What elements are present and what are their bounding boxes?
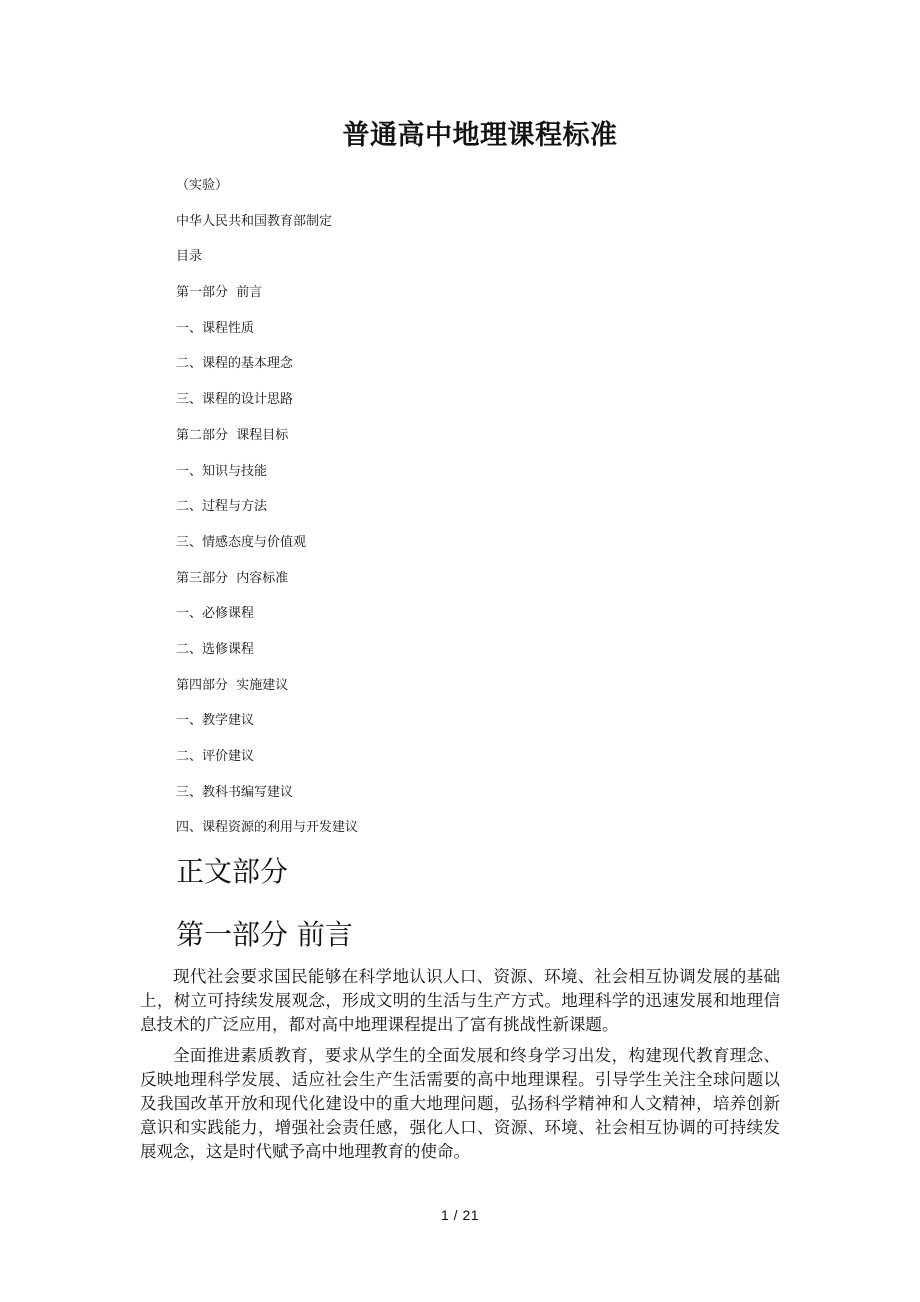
toc-line: 三、情感态度与价值观 [176, 534, 307, 550]
toc-line: 三、课程的设计思路 [176, 392, 294, 408]
toc-line: 第三部分 内容标准 [176, 570, 289, 586]
toc-line: 四、课程资源的利用与开发建议 [176, 820, 359, 836]
body-text [140, 965, 780, 1171]
toc-line: 第四部分 实施建议 [176, 677, 289, 693]
toc-line: 第二部分 课程目标 [176, 427, 289, 443]
section-heading: 正文部分 [176, 855, 289, 888]
toc-line: 一、课程性质 [176, 320, 255, 336]
document-title: 普通高中地理课程标准 [342, 120, 618, 151]
toc-line: 二、课程的基本理念 [176, 356, 294, 372]
toc-line: 二、选修课程 [176, 641, 255, 657]
toc-line: 一、必修课程 [176, 606, 255, 622]
toc-line: 二、评价建议 [176, 749, 255, 764]
toc-line: 二、过程与方法 [176, 499, 268, 515]
paragraph: 全面推进素质教育，要求从学生的全面发展和终身学习出发，构建现代教育理念、反映地理科学发展、适应社会生产生活需要的高中地理课程。引导学生关注全球问题以及我国改革开放和现代化建设中的重大地理问题，弘扬科学精神和人文精神，培养创新意识和实践能力，增强社会责任感，强化人口、资源、环境、社会相互协调的可持续发展观念，这是时代赋予高中地理教育的使命。 [140, 1046, 780, 1161]
toc-line: 一、知识与技能 [176, 463, 268, 479]
toc-line: 中华人民共和国教育部制定 [176, 213, 333, 229]
part-heading: 第一部分 前言 [176, 918, 353, 951]
table-of-contents [176, 172, 358, 850]
toc-line: 第一部分 前言 [176, 285, 263, 301]
toc-line: （实验） [176, 178, 229, 193]
toc-line: 三、教科书编写建议 [176, 784, 294, 800]
toc-line: 目录 [176, 249, 203, 265]
page-number: 1 / 21 [440, 1207, 480, 1223]
paragraph: 现代社会要求国民能够在科学地认识人口、资源、环境、社会相互协调发展的基础上，树立可持续发展观念，形成文明的生活与生产方式。地理科学的迅速发展和地理信息技术的广泛应用，都对高中地理课程提出了富有挑战性新课题。 [140, 967, 780, 1034]
toc-line: 一、教学建议 [176, 713, 255, 729]
